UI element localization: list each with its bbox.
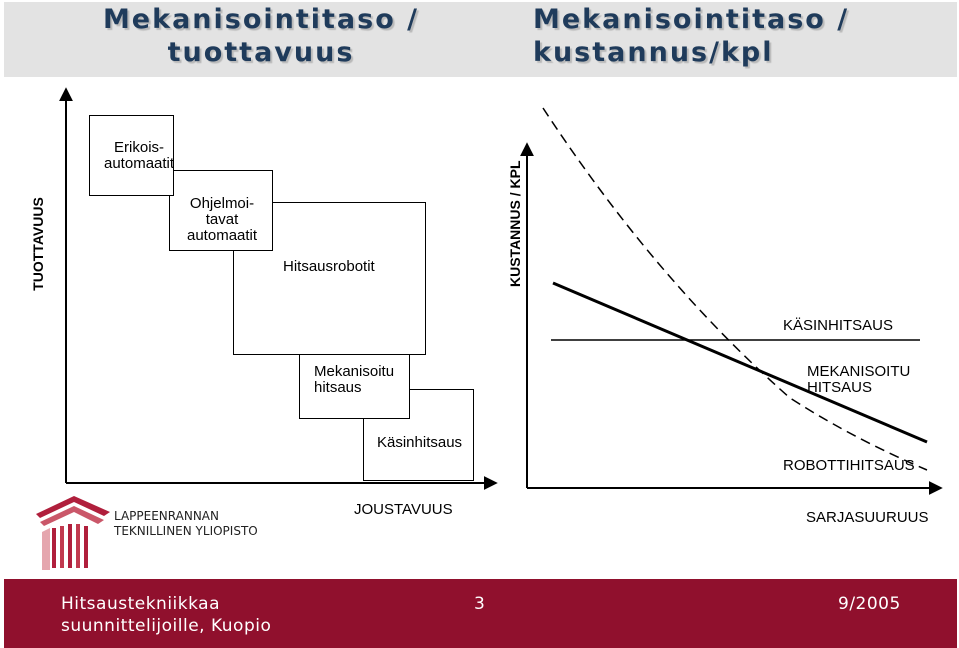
right-title-line1: Mekanisointitaso / xyxy=(533,4,850,35)
left-x-axis-label: JOUSTAVUUS xyxy=(354,501,453,518)
label-erikoisautomaatit: Erikois- automaatit xyxy=(104,139,175,172)
label-hitsausrobotit: Hitsausrobotit xyxy=(283,258,375,275)
label-mekanisoitu-hitsaus: Mekanisoitu hitsaus xyxy=(314,363,395,396)
right-y-axis-label: KUSTANNUS / KPL xyxy=(507,160,523,287)
label-curve-kasinhitsaus: KÄSINHITSAUS xyxy=(783,317,894,334)
footer-course-line1: Hitsaustekniikkaa xyxy=(61,594,220,614)
left-y-axis-label: TUOTTAVUUS xyxy=(30,197,46,291)
footer-course-line2: suunnittelijoille, Kuopio xyxy=(61,616,272,636)
footer-date: 9/2005 xyxy=(838,594,901,614)
label-ohjelmoitavat: Ohjelmoi- tavat automaatit xyxy=(187,195,258,244)
university-logo-icon xyxy=(34,492,114,574)
university-name-line2: TEKNILLINEN YLIOPISTO xyxy=(114,524,258,538)
curve-kasinhitsaus xyxy=(543,108,927,470)
label-curve-mekanisoitu: MEKANISOITU HITSAUS xyxy=(807,363,911,396)
label-kasinhitsaus: Käsinhitsaus xyxy=(377,434,463,451)
right-title-line2: kustannus/kpl xyxy=(533,37,774,68)
university-name-line1: LAPPEENRANNAN xyxy=(114,509,219,523)
label-curve-robottihitsaus: ROBOTTIHITSAUS xyxy=(783,457,915,474)
footer-course xyxy=(61,593,271,637)
left-title-line2: tuottavuus xyxy=(167,37,355,68)
left-title-line1: Mekanisointitaso / xyxy=(102,4,420,35)
university-name xyxy=(114,509,258,539)
right-x-axis-label: SARJASUURUUS xyxy=(806,509,929,526)
footer-page-number: 3 xyxy=(474,594,486,614)
